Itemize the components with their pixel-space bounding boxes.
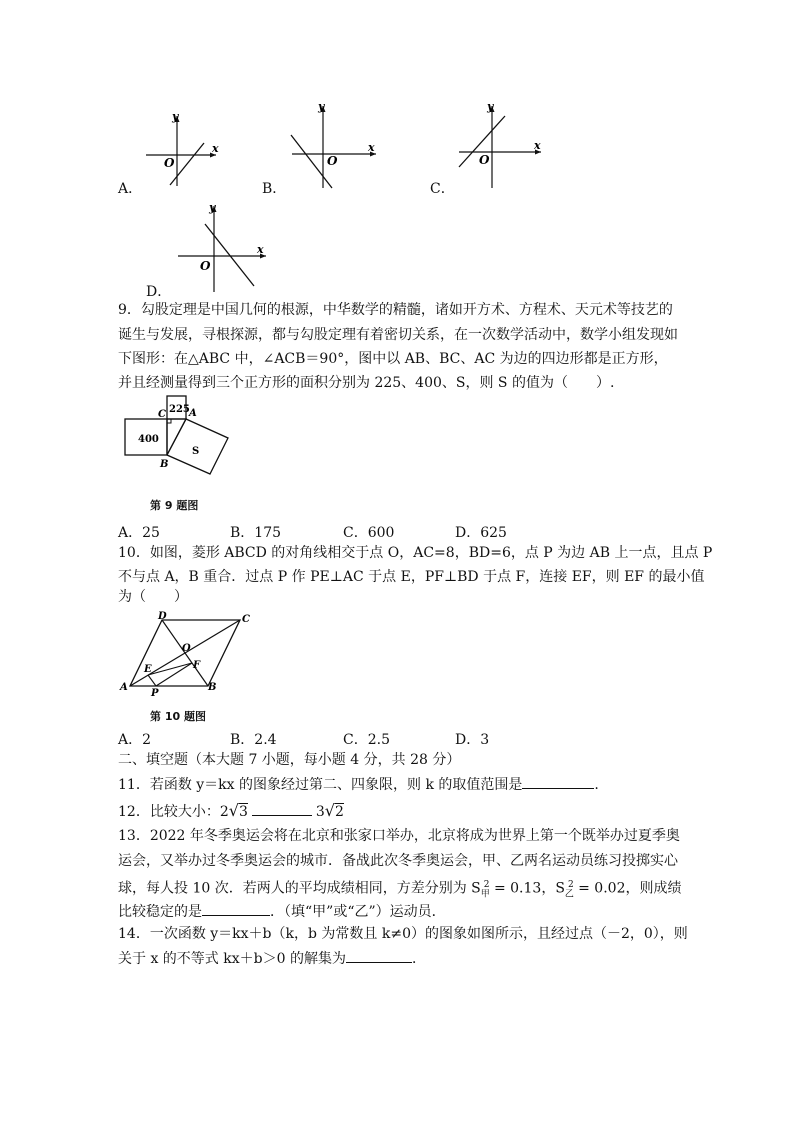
q10-label-e: E [144,664,152,675]
q13-line-4-a: 比较稳定的是 [118,904,202,920]
q13-line-3-a: 球，每人投 10 次．若两人的平均成绩相同，方差分别为 S [118,880,481,897]
graph-option-d [176,200,270,294]
origin-label: O [200,259,211,273]
q9-figure [118,392,238,492]
q11-answer-blank[interactable] [522,774,594,789]
q13-sub-yi: 乙 [564,889,574,900]
q13-answer-blank[interactable] [202,901,270,916]
q10-option-a: A．2 [118,732,152,748]
q10-label-b: B [208,682,217,693]
q9-label-s: S [192,446,200,457]
q12-left-coef: 2 [219,804,229,820]
q13-line-4-b: ．（填“甲”或“乙”）运动员． [270,904,446,920]
q9-option-c: C．600 [343,525,395,541]
q13-line-4 [118,901,446,922]
graph-option-b-label: B． [262,181,287,197]
q9-label-225: 225 [169,404,190,415]
axis-y-label: y [172,110,179,123]
q9-label-400: 400 [138,434,159,445]
q12-right-radical: √2 [324,801,344,820]
q10-label-a: A [120,682,128,693]
q9-line-4: 并且经测量得到三个正方形的面积分别为 225、400、S，则 S 的值为（ ）. [118,375,615,391]
q13-line-1: 13．2022 年冬季奥运会将在北京和张家口举办，北京将成为世界上第一个既举办过夏季奥 [118,828,680,844]
q14-line-2-a: 关于 x 的不等式 kx＋b＞0 的解集为 [118,951,346,967]
q9-label-a: A [189,408,197,419]
q13-line-3-c: = 0.02，则成绩 [573,880,682,897]
q10-label-p: P [151,688,159,696]
q11-text: 11．若函数 y＝kx 的图象经过第二、四象限，则 k 的取值范围是 [118,777,523,793]
axis-x-label: x [257,243,264,256]
axis-y-label: y [487,100,494,113]
q10-option-d: D．3 [455,732,490,748]
q11-text-end: . [594,777,599,793]
graph-option-c-label: C． [430,181,455,197]
section-2-title: 二、填空题（本大题 7 小题，每小题 4 分，共 28 分） [118,752,461,768]
q9-line-1: 9．勾股定理是中国几何的根源，中华数学的精髓，诸如开方术、方程术、天元术等技艺的 [118,302,673,318]
q9-option-d: D．625 [455,525,507,541]
q10-option-c: C．2.5 [343,732,390,748]
axis-y-label: y [209,201,216,214]
q9-line-3: 下图形：在△ABC 中，∠ACB＝90°，图中以 AB、BC、AC 为边的四边形都是正方形， [118,351,668,367]
q9-option-b: B．175 [230,525,282,541]
q11 [118,774,599,795]
q10-line-2: 不与点 A，B 重合．过点 P 作 PE⊥AC 于点 E，PF⊥BD 于点 F，连接 EF，则 EF 的最小值 [118,569,705,585]
q13-line-2: 运会，又举办过冬季奥运会的城市．备战此次冬季奥运会，甲、乙两名运动员练习投掷实心 [118,853,678,869]
q12-left-radical: √3 [228,801,248,820]
origin-label: O [479,153,490,167]
q9-caption: 第 9 题图 [150,499,199,512]
graph-option-b [286,100,380,190]
q10-label-o: O [182,643,191,654]
graph-option-a-label: A． [118,181,143,197]
q9-label-c: C [158,409,166,420]
q9-option-a: A．25 [118,525,160,541]
q10-figure [118,610,258,696]
q10-option-b: B．2.4 [230,732,277,748]
q10-label-c: C [242,614,250,625]
q12-right-coef: 3 [315,804,325,820]
axis-y-label: y [318,100,325,113]
graph-option-a [140,108,220,188]
q12 [118,801,344,822]
graph-option-c [455,100,545,190]
q10-label-f: F [193,660,201,671]
q12-answer-blank[interactable] [252,801,312,816]
axis-x-label: x [368,141,375,154]
q13-line-3: 球，每人投 10 次．若两人的平均成绩相同，方差分别为 $S_甲^2 = 0.13$，$S_乙^2 = 0.02$，则成绩 [118,880,682,900]
q9-line-2: 诞生与发展，寻根探源，都与勾股定理有着密切关系，在一次数学活动中，数学小组发现如 [118,327,678,343]
q14-line-2-b: ． [411,951,426,967]
q9-label-b: B [160,459,169,470]
axis-x-label: x [212,142,219,155]
origin-label: O [327,154,338,168]
q10-line-1: 10．如图，菱形 ABCD 的对角线相交于点 O，AC=8，BD=6，点 P 为边 AB 上一点，且点 P [118,545,713,561]
q10-caption: 第 10 题图 [150,710,206,723]
graph-option-d-label: D． [146,284,172,300]
q10-line-3: 为（ ） [118,589,188,605]
q14-line-1: 14．一次函数 y＝kx＋b（k，b 为常数且 k≠0）的图象如图所示，且经过点（－2，0），则 [118,926,688,942]
q13-sub-jia: 甲 [480,889,490,900]
q14-answer-blank[interactable] [346,948,412,963]
q12-text: 12．比较大小： [118,804,220,820]
origin-label: O [164,156,175,170]
q14-line-2 [118,948,426,969]
axis-x-label: x [534,139,541,152]
q13-line-3-b: = 0.13，S [489,880,565,897]
q10-label-d: D [158,611,167,622]
